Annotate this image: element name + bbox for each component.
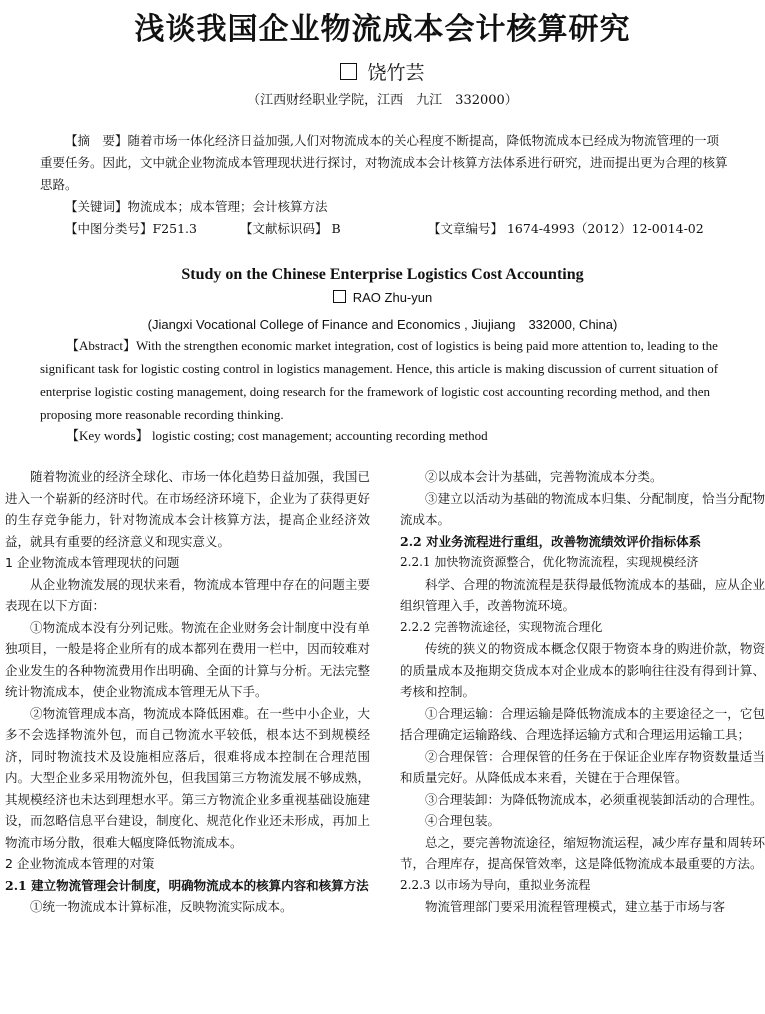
document-code: 【文献标识码】 B	[240, 221, 341, 236]
affiliation: （江西财经职业学院，江西 九江 332000）	[247, 93, 518, 108]
paragraph: 随着物流业的经济全球化、市场一体化趋势日益加强，我国已进入一个崭新的经济时代。在市场经济环境下，企业为了获得更好的生存竞争能力，针对物流成本会计核算方法，提高企业经济效益，就具有重要的经济意义和现实意义。	[5, 469, 370, 549]
paragraph: ④合理包装。	[425, 813, 501, 828]
english-author: RAO Zhu-yun	[352, 290, 433, 305]
square-icon	[333, 290, 346, 303]
section-heading-2: 2 企业物流成本管理的对策	[5, 856, 155, 871]
paragraph: ①统一物流成本计算标准，反映物流实际成本。	[30, 899, 293, 914]
body-right-column	[400, 466, 765, 918]
abstract-en-label: 【Abstract】	[66, 338, 137, 353]
abstract-cn-text: 【摘 要】随着市场一体化经济日益加强,人们对物流成本的关心程度不断提高，降低物流成本已经成为物流管理的一项重要任务。因此，文中就企业物流成本管理现状进行探讨，对物流成本会计核算方法体系进行研究，进而提出更为合理的核算思路。	[40, 133, 728, 192]
square-icon	[340, 63, 357, 80]
abstract-en-text: With the strengthen economic market integration, cost of logistics is being paid more attention to, leading to the significant task for logistic costing control in logistics management. Hence, this article is making discussion of current situation of enterprise logistic costing management, doing research for the framework of logistic cost accounting recording method, and then proposing more reasonable recording thinking.	[40, 338, 719, 422]
abstract-cn	[40, 130, 730, 240]
paragraph: 总之，要完善物流途径，缩短物流运程，减少库存量和周转环节，合理库存，提高保管效率，这是降低物流成本最重要的方法。	[400, 834, 765, 871]
paper-title: 浅谈我国企业物流成本会计核算研究	[134, 12, 631, 47]
keywords-en-label: 【Key words】	[66, 428, 149, 443]
paragraph: ③建立以活动为基础的物流成本归集、分配制度，恰当分配物流成本。	[400, 490, 765, 527]
author-line	[0, 58, 765, 85]
classification-row	[40, 218, 730, 240]
subsection-heading-2-2-3: 2.2.3 以市场为导向，重拟业务流程	[400, 877, 591, 892]
paragraph: 传统的狭义的物资成本概念仅限于物资本身的购进价款，物资的质量成本及拖期交货成本对企业成本的影响往往没有得到计算、考核和控制。	[400, 641, 765, 699]
paragraph: ③合理装卸：为降低物流成本，必须重视装卸活动的合理性。	[425, 791, 763, 807]
abstract-en-paragraph	[40, 334, 735, 426]
paragraph: 从企业物流发展的现状来看，物流成本管理中存在的问题主要表现在以下方面：	[5, 576, 370, 613]
paragraph: ①合理运输：合理运输是降低物流成本的主要途径之一，它包括合理确定运输路线、合理选择运输方式和合理运用运输工具；	[400, 705, 765, 742]
paragraph: ①物流成本没有分列记账。物流在企业财务会计制度中没有单独项目，一般是将企业所有的成本都列在费用一栏中，因而较难对企业发生的各种物流费用作出明确、全面的计算与分析。无法完整统计物流成本，使企业物流成本管理无从下手。	[5, 619, 370, 699]
subsection-heading-2-2-1: 2.2.1 加快物流资源整合，优化物流流程，实现规模经济	[400, 555, 699, 569]
abstract-en	[40, 334, 735, 426]
author-name: 饶竹芸	[367, 62, 425, 84]
body-left-column	[5, 466, 370, 918]
subsection-heading-2-1: 2.1 建立物流管理会计制度，明确物流成本的核算内容和核算方法	[5, 877, 369, 893]
paragraph: 物流管理部门要采用流程管理模式，建立基于市场与客	[425, 899, 726, 914]
english-title: Study on the Chinese Enterprise Logistics Cost Accounting	[181, 266, 584, 283]
keywords-en-text: logistic costing; cost management; accounting recording method	[151, 428, 488, 443]
subsection-heading-2-2-2: 2.2.2 完善物流途径，实现物流合理化	[400, 619, 603, 634]
english-author-line	[0, 290, 765, 305]
section-heading-1: 1 企业物流成本管理现状的问题	[5, 555, 180, 570]
paragraph: ②合理保管：合理保管的任务在于保证企业库存物资数量适当和质量完好。从降低成本来看，关键在于合理保管。	[400, 748, 765, 785]
paragraph: ②以成本会计为基础，完善物流成本分类。	[425, 469, 663, 484]
subsection-heading-2-2: 2.2 对业务流程进行重组，改善物流绩效评价指标体系	[400, 533, 702, 549]
paragraph: ②物流管理成本高，物流成本降低困难。在一些中小企业，大多不会选择物流外包，而自己物流水平较低，根本达不到规模经济，同时物流技术及设施相应落后，很难将成本控制在合理范围内。大型企业多采用物流外包，但我国第三方物流发展不够成熟，其规模经济也未达到理想水平。第三方物流企业多重视基础设施建设，而忽略信息平台建设，制度化、规范化作业还未形成，再加上物流市场分散，很难大幅度降低物流成本。	[5, 705, 370, 850]
keywords-en	[66, 425, 488, 444]
article-number: 【文章编号】 1674-4993（2012）12-0014-02	[428, 221, 704, 236]
clc-number: 【中图分类号】F251.3	[65, 221, 197, 236]
english-affiliation: (Jiangxi Vocational College of Finance and Economics , Jiujiang 332000, China)	[147, 317, 618, 332]
keywords-cn: 【关键词】物流成本；成本管理；会计核算方法	[65, 199, 328, 214]
paragraph: 科学、合理的物流流程是获得最低物流成本的基础，应从企业组织管理入手，改善物流环境。	[400, 576, 765, 613]
